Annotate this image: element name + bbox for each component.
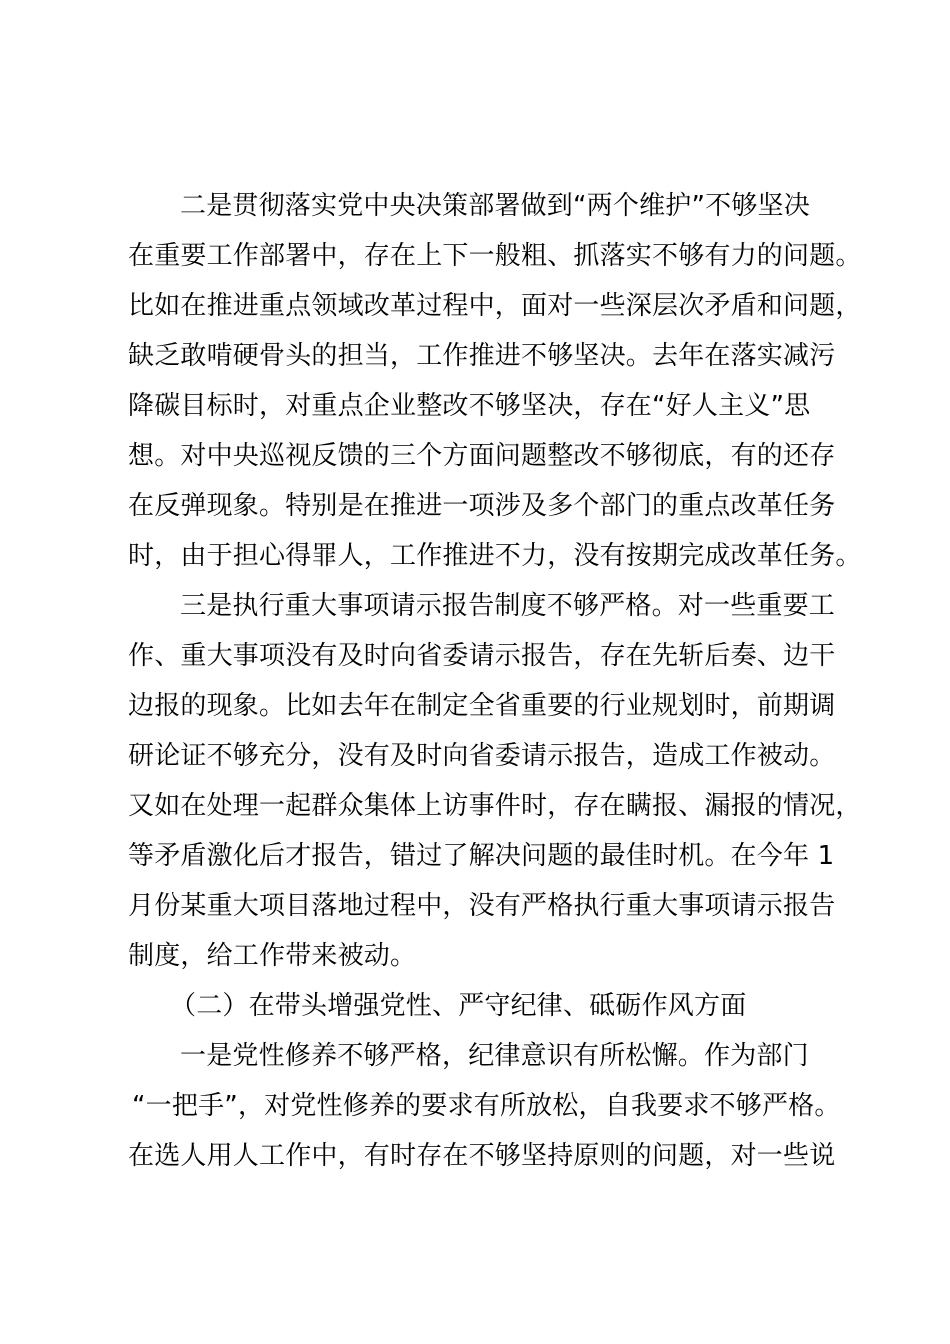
text-line: 等矛盾激化后才报告，错过了解决问题的最佳时机。在今年 1 <box>128 841 835 871</box>
text-line: 研论证不够充分，没有及时向省委请示报告，造成工作被动。 <box>128 741 836 771</box>
text-line: 三是执行重大事项请示报告制度不够严格。对一些重要工 <box>180 591 836 621</box>
text-line: 一是党性修养不够严格，纪律意识有所松懈。作为部门 <box>180 1041 809 1071</box>
text-line: 二是贯彻落实党中央决策部署做到“两个维护”不够坚决 <box>180 191 810 221</box>
text-line: 边报的现象。比如去年在制定全省重要的行业规划时，前期调 <box>128 691 836 721</box>
text-line: 比如在推进重点领域改革过程中，面对一些深层次矛盾和问题， <box>128 291 862 321</box>
text-line: 时，由于担心得罪人，工作推进不力，没有按期完成改革任务。 <box>128 541 862 571</box>
text-line: 月份某重大项目落地过程中，没有严格执行重大事项请示报告 <box>128 891 836 921</box>
text-line: 在反弹现象。特别是在推进一项涉及多个部门的重点改革任务 <box>128 491 836 521</box>
text-line: 作、重大事项没有及时向省委请示报告，存在先斩后奏、边干 <box>128 641 836 671</box>
text-line: 想。对中央巡视反馈的三个方面问题整改不够彻底，有的还存 <box>128 441 836 471</box>
text-line: 降碳目标时，对重点企业整改不够坚决，存在“好人主义”思 <box>128 391 811 421</box>
text-line: 制度，给工作带来被动。 <box>128 941 417 971</box>
text-line: 又如在处理一起群众集体上访事件时，存在瞒报、漏报的情况， <box>128 791 862 821</box>
text-line: 缺乏敢啃硬骨头的担当，工作推进不够坚决。去年在落实减污 <box>128 341 836 371</box>
text-line: “一把手”，对党性修养的要求有所放松，自我要求不够严格。 <box>132 1091 841 1121</box>
text-line: 在选人用人工作中，有时存在不够坚持原则的问题，对一些说 <box>128 1141 836 1171</box>
section-heading: （二）在带头增强党性、严守纪律、砥砺作风方面 <box>170 991 747 1021</box>
text-line: 在重要工作部署中，存在上下一般粗、抓落实不够有力的问题。 <box>128 241 862 271</box>
